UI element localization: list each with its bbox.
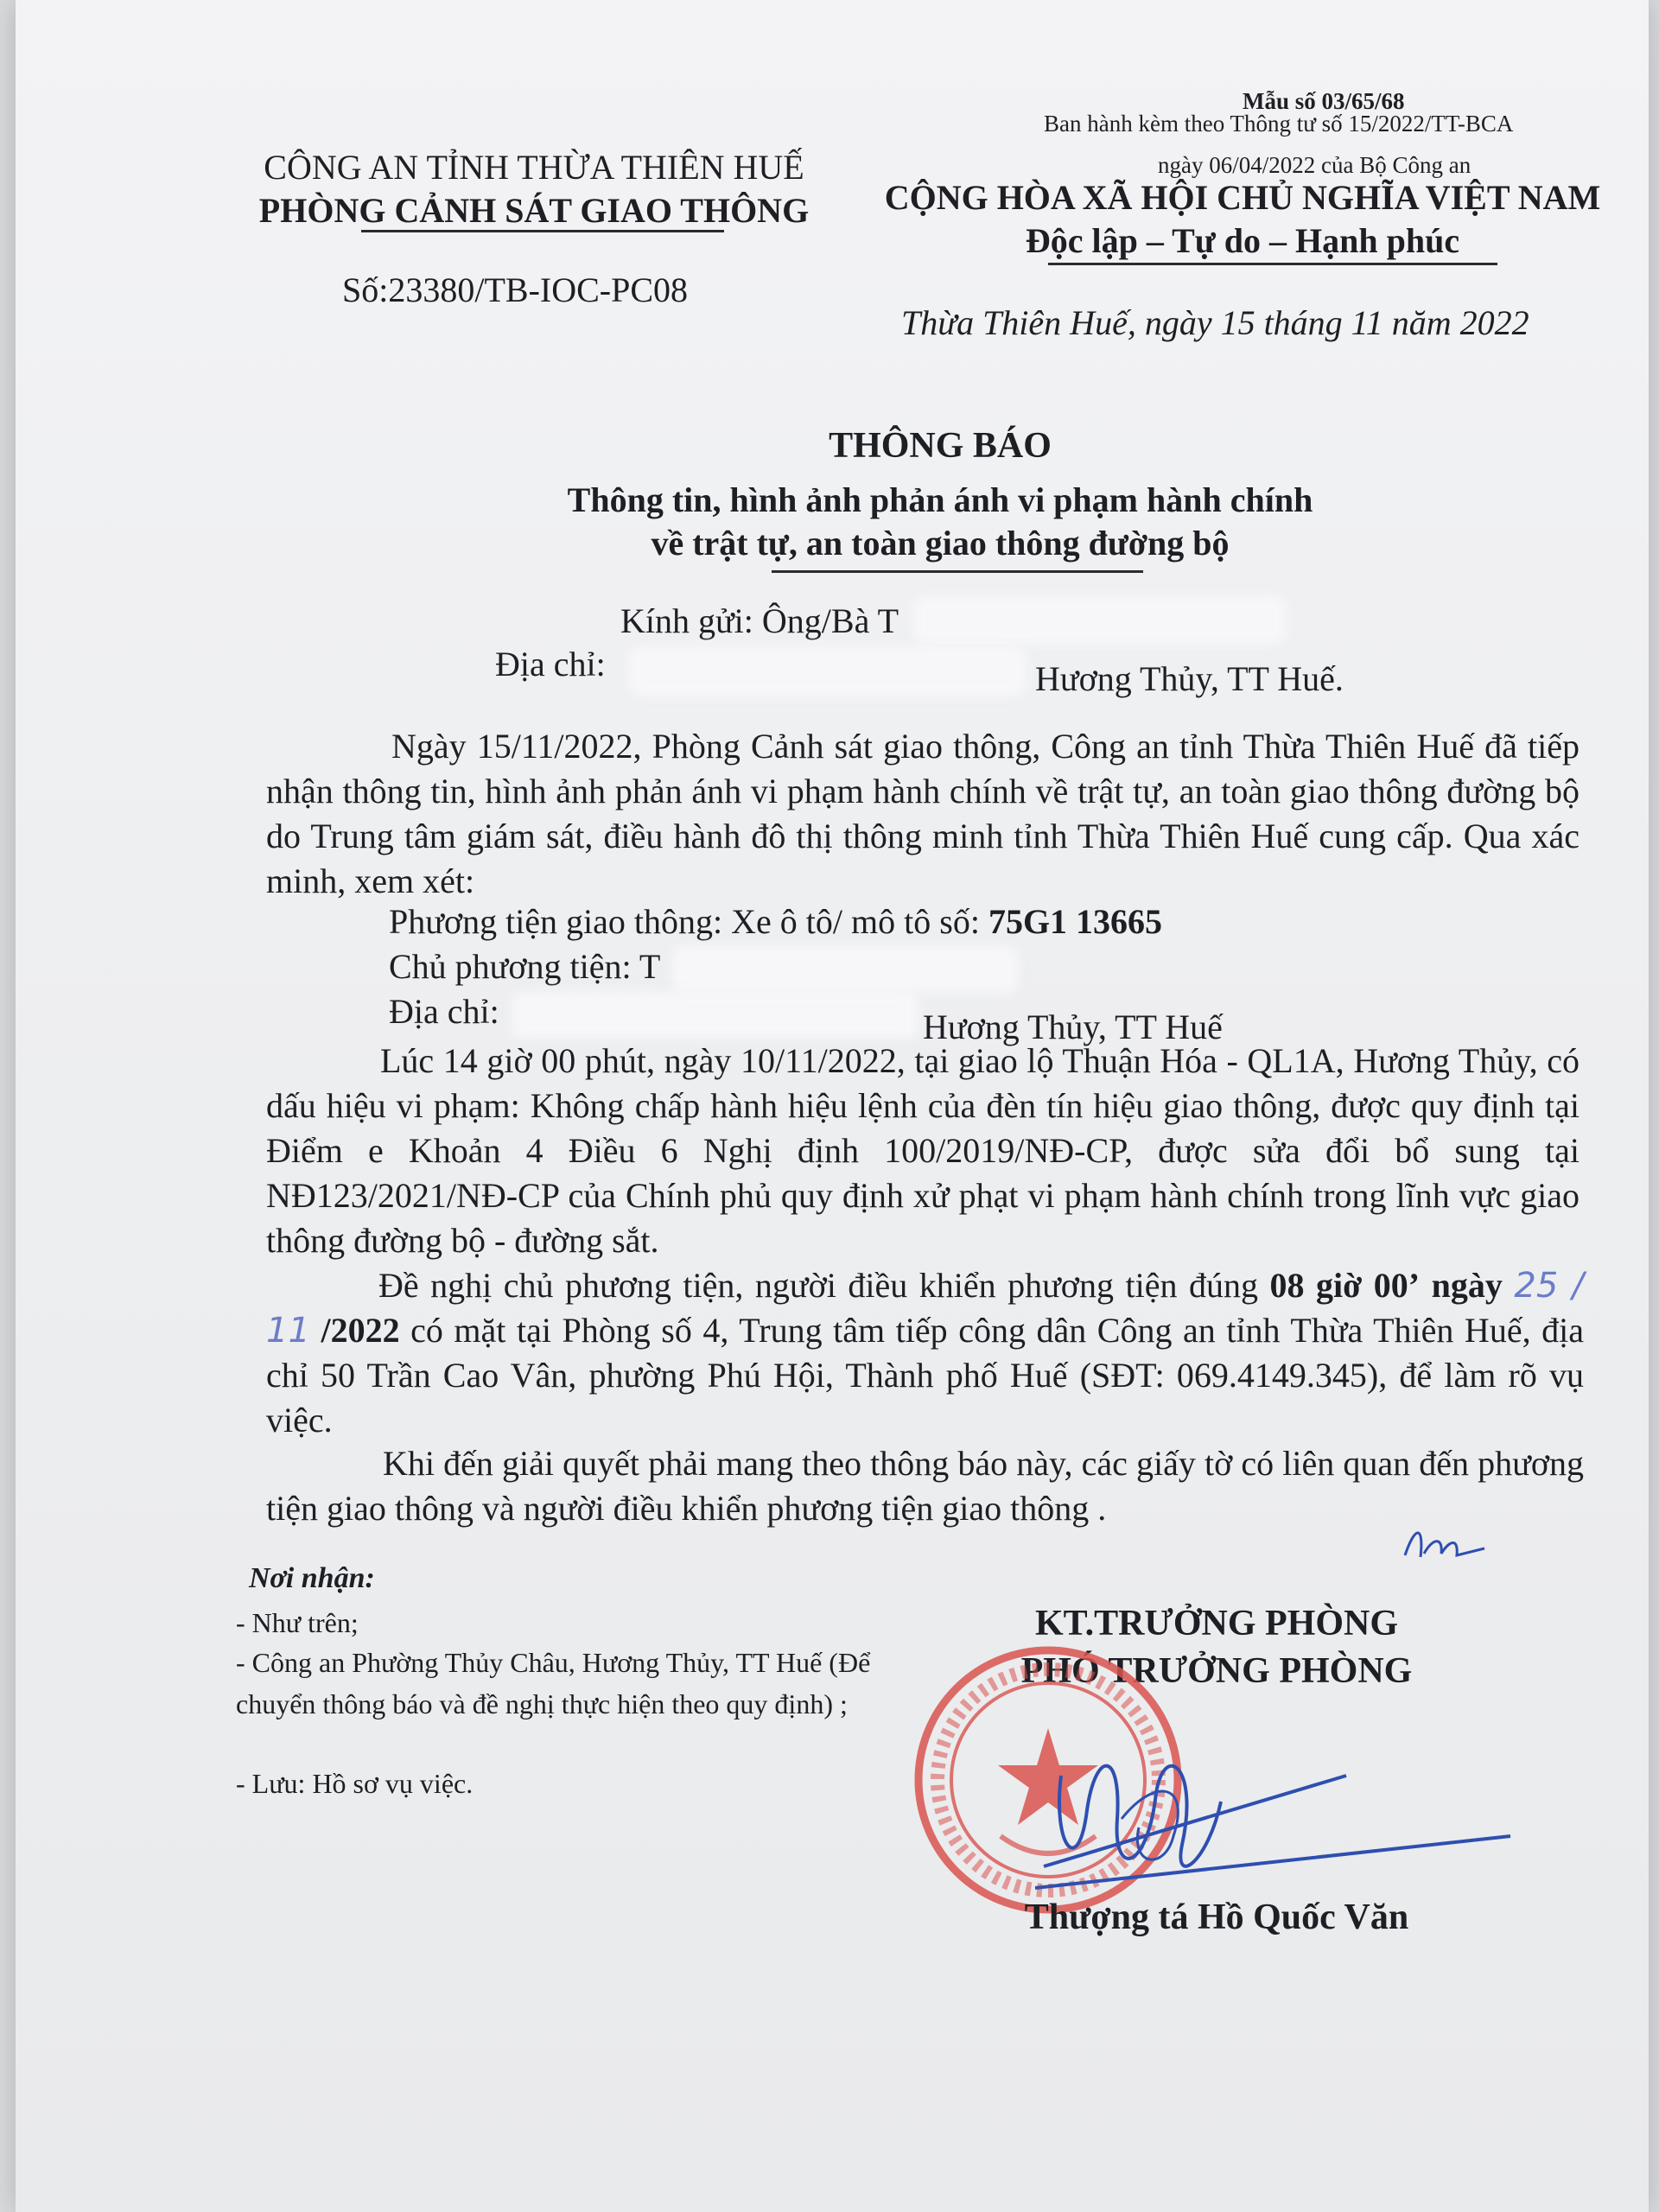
notice-subtitle-1: Thông tin, hình ảnh phản ánh vi phạm hành chính — [567, 480, 1313, 519]
receiver-item-2: - Công an Phường Thủy Châu, Hương Thủy, TT Huế (Để chuyển thông báo và đề nghị thực hiện theo quy định) ; — [236, 1647, 871, 1719]
place-date: Thừa Thiên Huế, ngày 15 tháng 11 năm 2022 — [901, 303, 1529, 342]
issuer-line1: CÔNG AN TỈNH THỪA THIÊN HUẾ — [264, 148, 804, 187]
owner-label: Chủ phương tiện: T — [389, 947, 661, 986]
redacted-owner-address — [512, 992, 918, 1039]
paragraph-violation: Lúc 14 giờ 00 phút, ngày 10/11/2022, tại giao lộ Thuận Hóa - QL1A, Hương Thủy, có dấu hiệu vi phạm: Không chấp hành hiệu lệnh của đèn tín hiệu giao thông, được quy định tại Điểm e Khoản 4 Điều 6 Nghị định 100/2019/NĐ-CP, được sửa đổi bổ sung tại NĐ123/2021/NĐ-CP của Chính phủ quy định xử phạt vi phạm hành chính trong lĩnh vực giao thông đường bộ - đường sắt. — [266, 1041, 1580, 1260]
vehicle-plate: 75G1 13665 — [988, 902, 1163, 941]
receiver-item-1: - Như trên; — [236, 1607, 359, 1638]
summons-text-rest: có mặt tại Phòng số 4, Trung tâm tiếp công dân Công an tỉnh Thừa Thiên Huế, địa chỉ 50 Trần Cao Vân, phường Phú Hội, Thành phố Huế (SĐT: 069.4149.345), để làm rõ vụ việc. — [266, 1311, 1584, 1440]
summons-date-separator: / — [1558, 1266, 1585, 1306]
motto-underline — [1048, 263, 1497, 265]
summons-day-label: ngày — [1431, 1266, 1515, 1305]
paragraph-intro: Ngày 15/11/2022, Phòng Cảnh sát giao thông, Công an tỉnh Thừa Thiên Huế đã tiếp nhận thông tin, hình ảnh phản ánh vi phạm hành chính về trật tự, an toàn giao thông đường bộ do Trung tâm giám sát, điều hành đô thị thông minh tỉnh Thừa Thiên Huế cung cấp. Qua xác minh, xem xét: — [266, 727, 1580, 900]
summons-day-handwritten: 25 — [1514, 1266, 1559, 1306]
summons-time: 08 giờ 00’ — [1269, 1266, 1421, 1305]
signer-name: Thượng tá Hồ Quốc Văn — [1024, 1897, 1409, 1937]
summons-year: /2022 — [309, 1311, 400, 1350]
receivers-title: Nơi nhận: — [249, 1562, 375, 1594]
signer-title-2: PHÓ TRƯỞNG PHÒNG — [1020, 1651, 1413, 1691]
owner-address-tail: Hương Thủy, TT Huế — [923, 1007, 1223, 1046]
document-number: Số:23380/TB-IOC-PC08 — [342, 270, 689, 309]
redacted-recipient-name — [914, 596, 1286, 645]
summons-text-start: Đề nghị chủ phương tiện, người điều khiển phương tiện đúng — [378, 1266, 1270, 1305]
national-title: CỘNG HÒA XÃ HỘI CHỦ NGHĨA VIỆT NAM — [884, 178, 1601, 217]
vehicle-row — [389, 901, 1162, 942]
title-underline — [772, 570, 1143, 573]
redacted-recipient-address — [629, 646, 1027, 696]
paragraph-documents: Khi đến giải quyết phải mang theo thông báo này, các giấy tờ có liên quan đến phương tiện giao thông và người điều khiển phương tiện giao thông . — [266, 1444, 1584, 1528]
issuer-underline — [361, 230, 724, 232]
form-issued-date: ngày 06/04/2022 của Bộ Công an — [1158, 152, 1471, 178]
signature-stroke — [1027, 1715, 1528, 1914]
signer-title-1: KT.TRƯỞNG PHÒNG — [1035, 1604, 1398, 1643]
national-motto: Độc lập – Tự do – Hạnh phúc — [1025, 221, 1460, 260]
issuer-line2: PHÒNG CẢNH SÁT GIAO THÔNG — [258, 191, 810, 230]
notice-subtitle-2: về trật tự, an toàn giao thông đường bộ — [651, 524, 1230, 563]
recipient-address-tail: Hương Thủy, TT Huế. — [1035, 659, 1344, 698]
recipient-address-label: Địa chỉ: — [495, 645, 606, 683]
summons-month-handwritten: 11 — [266, 1311, 310, 1351]
recipient-label: Kính gửi: Ông/Bà T — [620, 601, 899, 640]
notice-title: THÔNG BÁO — [829, 426, 1052, 466]
form-number: Mẫu số 03/65/68 — [1243, 88, 1405, 114]
receiver-item-3: - Lưu: Hồ sơ vụ việc. — [236, 1768, 474, 1799]
initials-mark — [1398, 1521, 1493, 1573]
form-issued-with: Ban hành kèm theo Thông tư số 15/2022/TT-BCA — [1044, 111, 1514, 137]
redacted-owner-name — [672, 946, 1018, 993]
vehicle-label: Phương tiện giao thông: Xe ô tô/ mô tô số: — [389, 902, 988, 941]
paragraph-summons — [266, 1263, 1584, 1443]
document-page — [16, 0, 1649, 2212]
owner-address-label: Địa chỉ: — [389, 992, 499, 1031]
